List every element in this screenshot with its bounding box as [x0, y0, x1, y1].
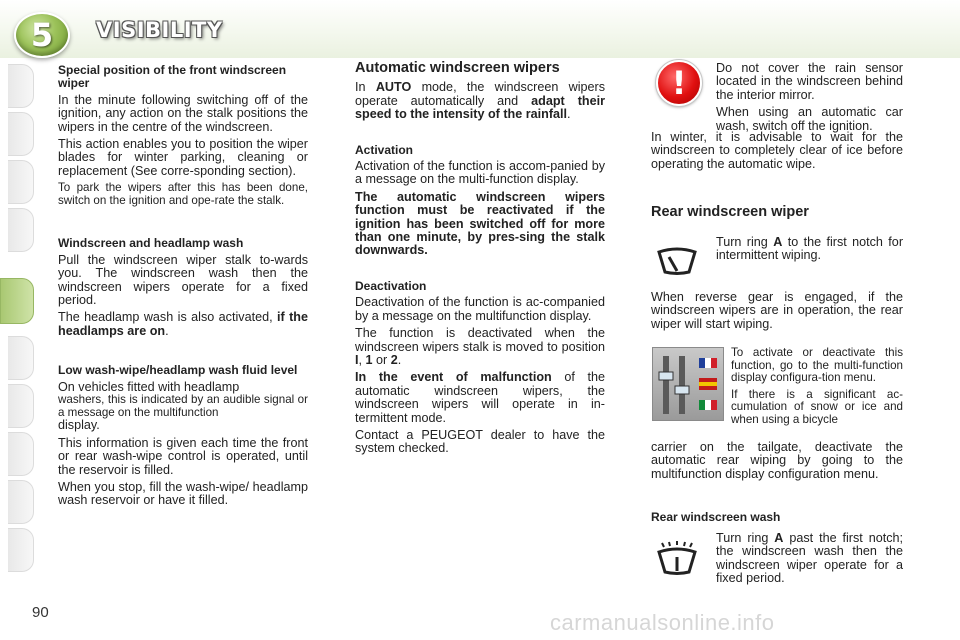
- text-small: washers, this is indicated by an audible signal or a message on the multifunction: [58, 393, 308, 419]
- text: mode, the windscreen wipers operate automatically and: [355, 80, 606, 108]
- section-title: Low wash-wipe/headlamp wash fluid level: [58, 363, 298, 378]
- text: On vehicles fitted with headlamp: [58, 379, 240, 394]
- side-tab[interactable]: [8, 384, 34, 428]
- section-title: Activation: [355, 142, 414, 157]
- side-tab[interactable]: [8, 528, 34, 572]
- text-bold: 2: [390, 352, 398, 367]
- rear-wiper-text: [716, 236, 903, 267]
- side-tab[interactable]: [8, 480, 34, 524]
- config-menu-icon: [653, 348, 725, 422]
- section-title: Deactivation: [355, 278, 427, 293]
- paragraph: [355, 371, 605, 425]
- paragraph: Do not cover the rain sensor located in the windscreen behind the interior mirror.: [716, 61, 903, 102]
- paragraph: When reverse gear is engaged, if the windscreen wipers are in operation, the rear wiper will start wiping.: [651, 290, 903, 331]
- side-tab[interactable]: [8, 64, 34, 108]
- text: .: [165, 323, 169, 338]
- paragraph: [716, 532, 903, 586]
- text-bold: if the headlamps are on: [58, 310, 308, 338]
- text-bold: In the event of malfunction: [355, 370, 552, 385]
- paragraph: This action enables you to position the wiper blades for winter parking, cleaning or replacement (See corre-sponding section).: [58, 137, 308, 178]
- text: of the automatic windscreen wipers, the windscreen wipers will operate in in-termittent mode.: [355, 370, 605, 425]
- section-heading: Automatic windscreen wipers: [355, 60, 560, 76]
- paragraph: When you stop, fill the wash-wipe/ headlamp wash reservoir or have it filled.: [58, 479, 308, 508]
- text-bold: 1: [365, 352, 373, 367]
- column-left: [58, 64, 308, 512]
- text: Turn ring: [716, 235, 768, 249]
- text: display.: [58, 418, 100, 433]
- paragraph: carrier on the tailgate, deactivate the automatic rear wiping by going to the multifunction display configuration menu.: [651, 440, 903, 481]
- text: to the first notch for intermittent wiping.: [716, 235, 904, 263]
- paragraph: To park the wipers after this has been done, switch on the ignition and ope-rate the stalk.: [58, 181, 308, 207]
- text: past the first notch; the windscreen wash then the windscreen wiper operate for a fixed period.: [716, 531, 904, 586]
- paragraph: Activation of the function is accom-panied by a message on the multi-function display.: [355, 159, 605, 187]
- rear-wash-icon: [656, 540, 698, 578]
- text: The function is deactivated when the windscreen wipers stalk is moved to position: [355, 326, 605, 354]
- side-tab[interactable]: [8, 432, 34, 476]
- text: The headlamp wash is also activated,: [58, 310, 273, 325]
- reverse-gear-text: [651, 291, 903, 335]
- text-bold: AUTO: [375, 80, 412, 95]
- warning-text: [716, 62, 903, 133]
- warning-icon: !: [656, 60, 702, 106]
- paragraph: Pull the windscreen wiper stalk to-wards you. The windscreen wash then the windscreen wipers operate for a fixed period.: [58, 252, 308, 308]
- page-number: 90: [32, 604, 49, 621]
- side-tab[interactable]: [8, 208, 34, 252]
- chapter-badge: [14, 12, 70, 58]
- text: or: [376, 352, 388, 367]
- section-title: Rear windscreen wash: [651, 510, 781, 524]
- text: Turn ring: [716, 531, 769, 545]
- bicycle-carrier-text: [651, 441, 903, 485]
- paragraph: Contact a PEUGEOT dealer to have the system checked.: [355, 427, 605, 456]
- paragraph: To activate or deactivate this function, go to the multi-function display configura-tion menu.: [731, 346, 903, 385]
- column-middle: [355, 62, 605, 460]
- section-title: Special position of the front windscreen wiper: [58, 63, 287, 91]
- text: In: [355, 80, 366, 95]
- paragraph: This information is given each time the front or rear wash-wipe control is operated, until the reservoir is filled.: [58, 435, 308, 477]
- config-text: [731, 347, 903, 427]
- text-bold: adapt their speed to the intensity of the rainfall: [355, 93, 605, 122]
- ring-label: A: [774, 531, 784, 545]
- side-tab[interactable]: [8, 160, 34, 204]
- chapter-title: VISIBILITY: [96, 18, 223, 42]
- paragraph: The function is deactivated when the windscreen wipers stalk is moved to position I, 1 or 2.: [355, 326, 605, 367]
- paragraph: Deactivation of the function is ac-companied by a message on the multifunction display.: [355, 295, 605, 323]
- paragraph: [716, 236, 903, 263]
- paragraph: [58, 381, 308, 433]
- paragraph: In the minute following switching off of the ignition, any action on the stalk positions the wipers in the centre of the windscreen.: [58, 92, 308, 134]
- rear-wash-text: [716, 532, 903, 590]
- side-tab[interactable]: [8, 336, 34, 380]
- watermark: carmanualsonline.info: [550, 610, 775, 635]
- display-config-image: [652, 347, 724, 421]
- text-bold: I: [355, 352, 359, 367]
- side-tab-active[interactable]: [0, 278, 34, 324]
- paragraph: [355, 81, 605, 121]
- chapter-number: 5: [30, 16, 54, 54]
- paragraph: In winter, it is advisable to wait for the windscreen to completely clear of ice before operating the automatic wipe.: [651, 130, 903, 171]
- text: .: [567, 107, 571, 122]
- section-title: Windscreen and headlamp wash: [58, 236, 244, 251]
- paragraph: If there is a significant ac-cumulation of snow or ice and when using a bicycle: [731, 387, 903, 426]
- winter-advice: [651, 131, 903, 175]
- side-tab[interactable]: [8, 112, 34, 156]
- paragraph-bold: The automatic windscreen wipers function must be reactivated if the ignition has been switched off for more than one minute, by pres-sing the stalk downwards.: [355, 189, 605, 258]
- paragraph: When using an automatic car wash, switch off the ignition.: [716, 105, 903, 133]
- ring-label: A: [773, 235, 783, 249]
- paragraph: [58, 311, 308, 338]
- section-heading: Rear windscreen wiper: [651, 204, 809, 220]
- rear-wiper-icon: [656, 244, 698, 278]
